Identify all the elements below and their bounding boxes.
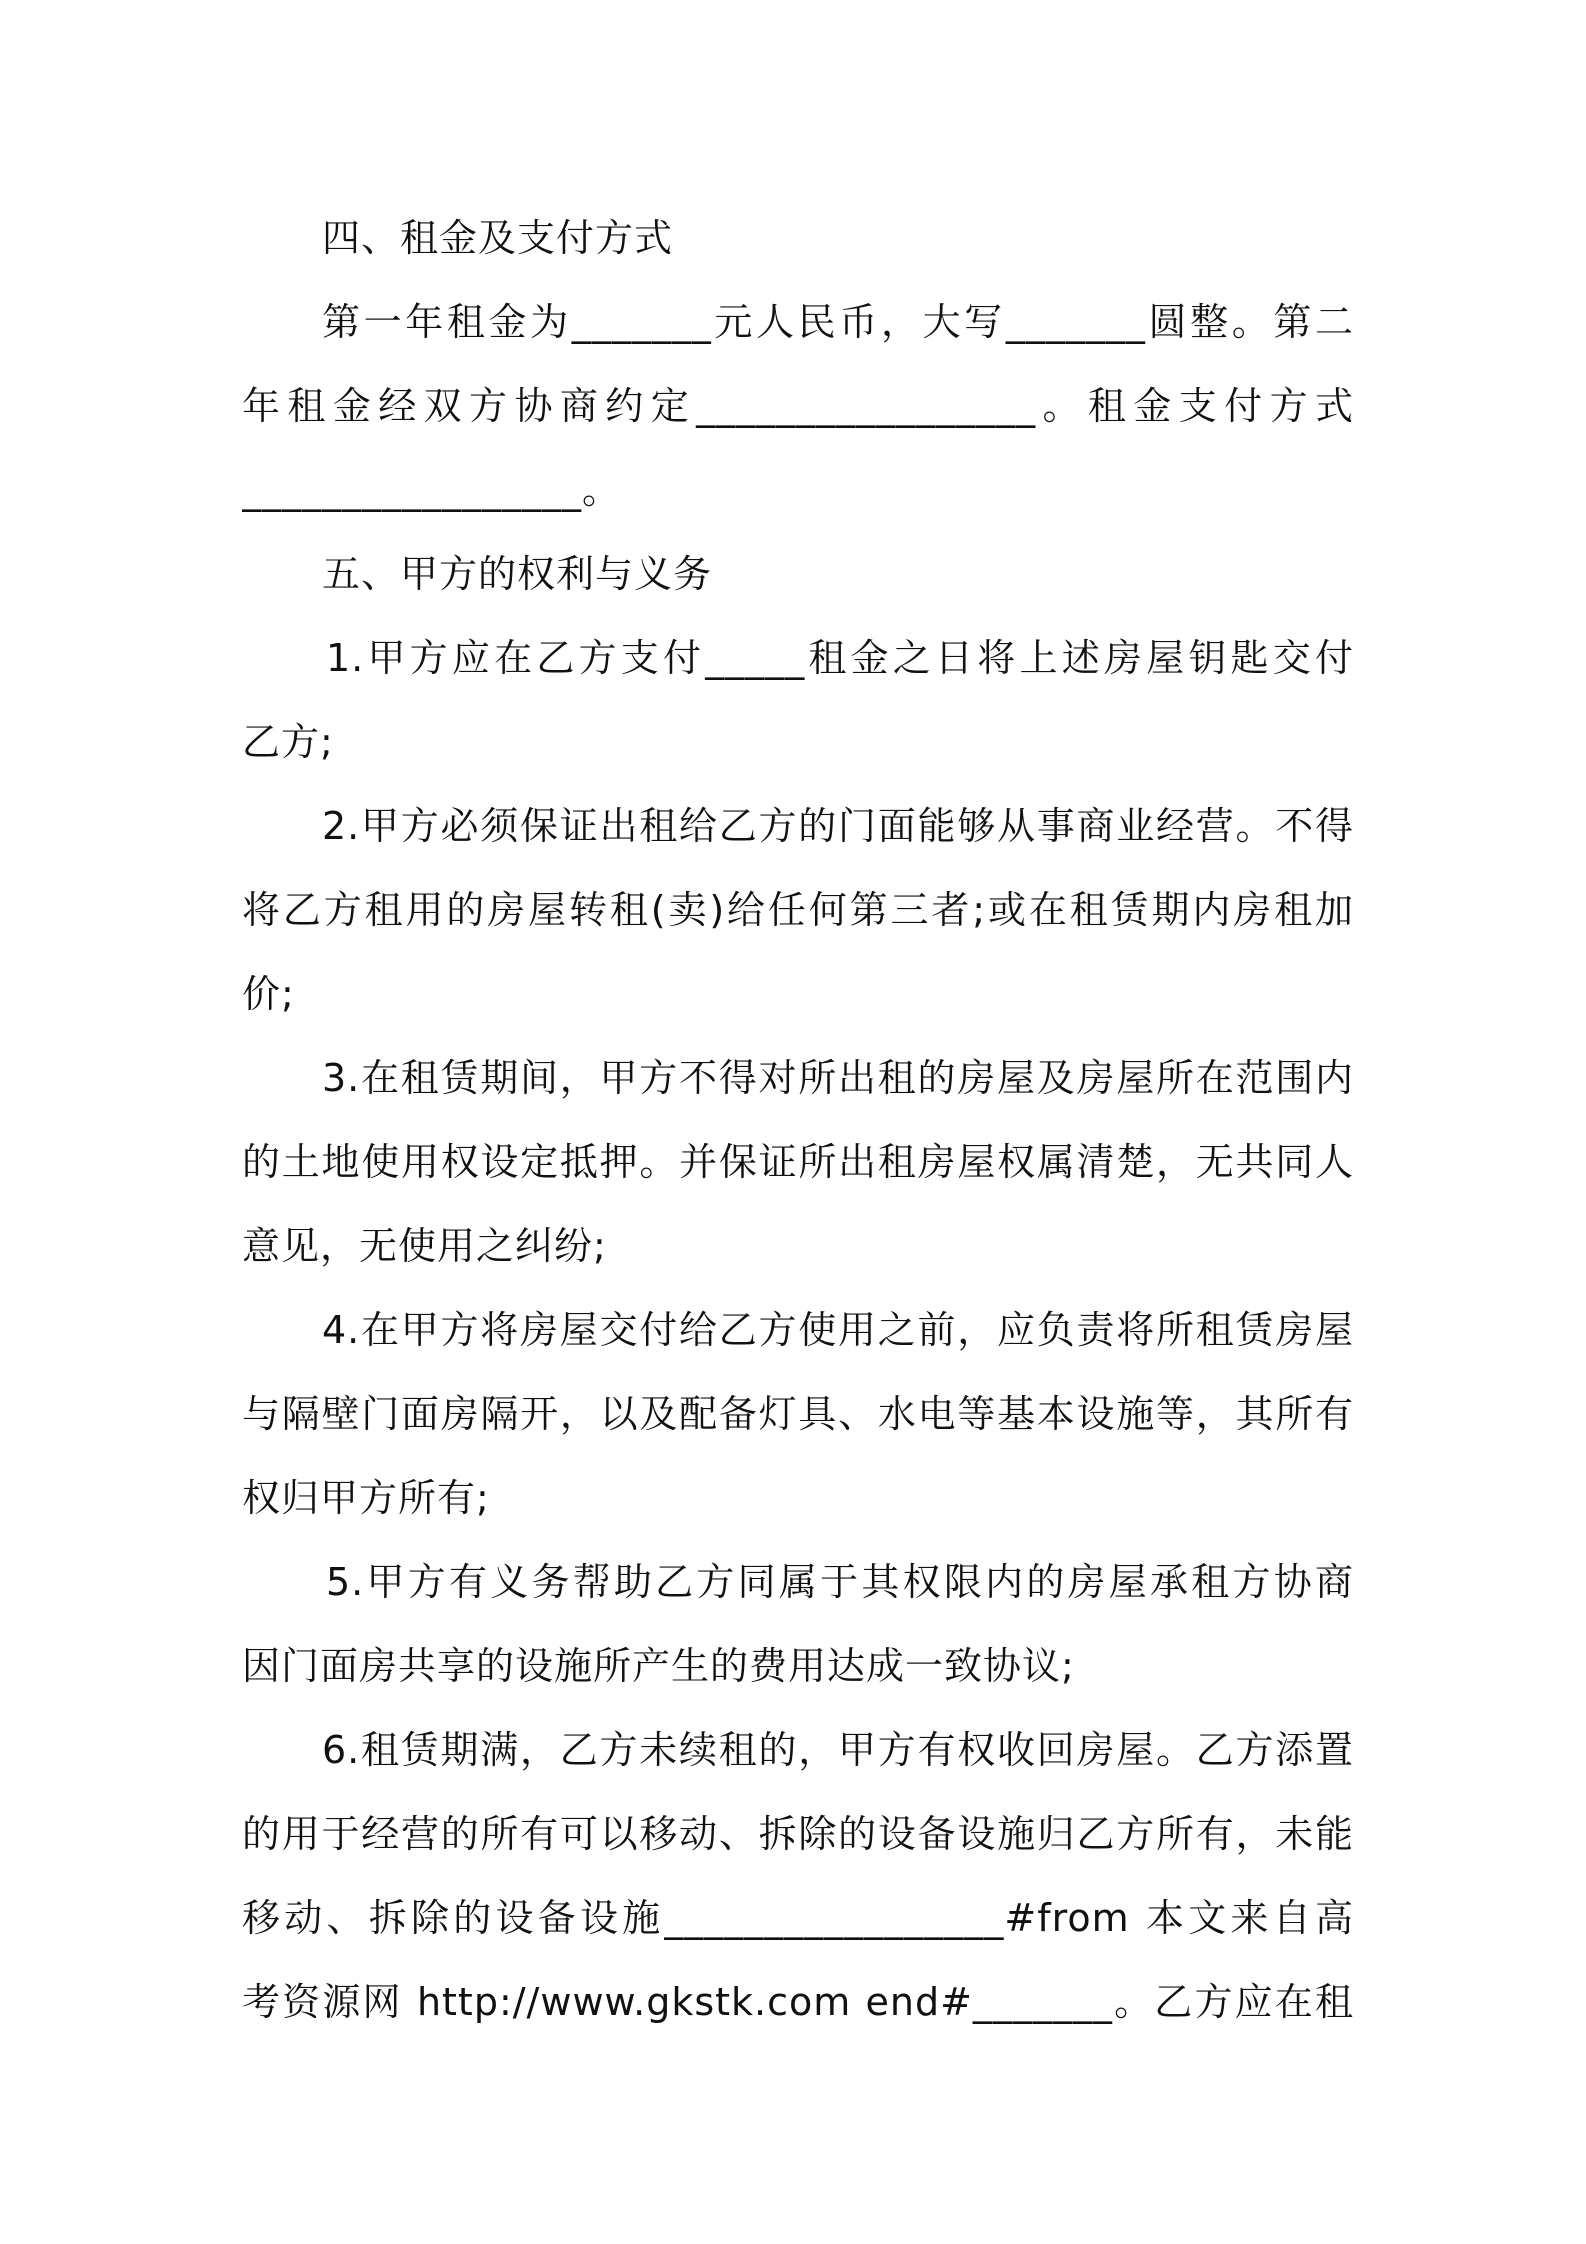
document-body bbox=[242, 196, 1354, 2044]
section-heading-party-a: 五、甲方的权利与义务 bbox=[322, 552, 713, 596]
paragraph-line: 第一年租金为_______元人民币，大写_______圆整。第二 bbox=[322, 300, 1354, 344]
paragraph-line: 5.甲方有义务帮助乙方同属于其权限内的房屋承租方协商 bbox=[326, 1560, 1354, 1604]
paragraph-line: 移动、拆除的设备设施_________________#from 本文来自高 bbox=[242, 1896, 1354, 1940]
paragraph-line: 1.甲方应在乙方支付_____租金之日将上述房屋钥匙交付 bbox=[326, 636, 1354, 680]
paragraph-line: 6.租赁期满，乙方未续租的，甲方有权收回房屋。乙方添置 bbox=[322, 1728, 1354, 1772]
paragraph-line: _________________。 bbox=[242, 468, 622, 512]
paragraph-line: 因门面房共享的设施所产生的费用达成一致协议; bbox=[242, 1644, 1075, 1688]
paragraph-line: 3.在租赁期间，甲方不得对所出租的房屋及房屋所在范围内 bbox=[322, 1056, 1354, 1100]
section-heading-rent: 四、租金及支付方式 bbox=[322, 216, 674, 260]
paragraph-line: 与隔壁门面房隔开，以及配备灯具、水电等基本设施等，其所有 bbox=[242, 1392, 1354, 1436]
paragraph-line: 的用于经营的所有可以移动、拆除的设备设施归乙方所有，未能 bbox=[242, 1812, 1354, 1856]
paragraph-line: 价; bbox=[242, 972, 295, 1016]
paragraph-line: 的土地使用权设定抵押。并保证所出租房屋权属清楚，无共同人 bbox=[242, 1140, 1354, 1184]
paragraph-line: 权归甲方所有; bbox=[242, 1476, 490, 1520]
paragraph-line: 2.甲方必须保证出租给乙方的门面能够从事商业经营。不得 bbox=[322, 804, 1354, 848]
paragraph-line: 考资源网 http://www.gkstk.com end#_______。乙方应在租 bbox=[242, 1980, 1354, 2024]
paragraph-line: 4.在甲方将房屋交付给乙方使用之前，应负责将所租赁房屋 bbox=[322, 1308, 1354, 1352]
paragraph-line: 乙方; bbox=[242, 720, 334, 764]
paragraph-line: 意见，无使用之纠纷; bbox=[242, 1224, 607, 1268]
paragraph-line: 将乙方租用的房屋转租(卖)给任何第三者;或在租赁期内房租加 bbox=[242, 888, 1354, 932]
paragraph-line: 年租金经双方协商约定_________________。租金支付方式 bbox=[242, 384, 1354, 428]
